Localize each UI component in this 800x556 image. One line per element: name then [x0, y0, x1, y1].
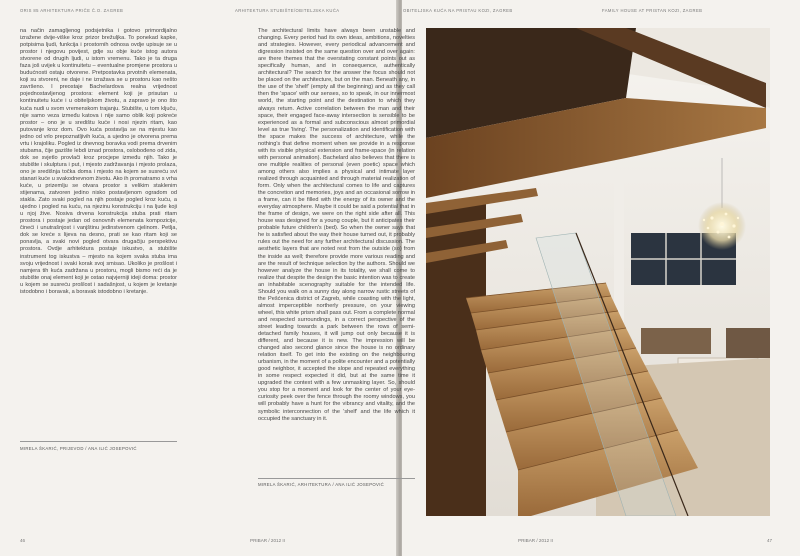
left-running-header: ORIS 85 ARHITEKTURA PRIČE Č.O. ZAGREB	[20, 8, 124, 13]
folio-label: PRIBAR / 2012 II	[518, 538, 553, 543]
folio-label: PRIBAR / 2012 II	[250, 538, 285, 543]
column-rule	[20, 441, 177, 442]
author-credit: MIRELA ŠKARIĆ, ARHITEKTURA / ANA ILIĆ JOSEPOVIĆ	[258, 482, 385, 487]
body-text-column: na način zamagljenog podsjetnika i gotovo primordijalno izražene dvije-viške kroz prizor brežuljka. To ponekad kapke, potpisima ljudi, funkcija i prostornih odnosa ovdje upisuje se u prostor i njegovu povijest, gdje su obje kuće istog autora stvorene od drugih ljudi, u istom vremenu. Tako je ta druga faza još uvijek u kontinuitetu – eventualne promjene prostora u budućnosti ostaju otvorene. Pretpostavka prvotnih elemenata, koji su stvoreni, ne daje i ne izražava se u prostoru kao nešto završeno. I preostaje Bachelardova realna vrijednost pojednostavljenog prostora: element koji je prisutan u kontinuitetu kuće i u obiteljskom životu, a zapravo je ono što kuća nudi u svom vremenskom trajanju. Stubište, u tom ključu, nije samo veza između katova i nije samo oblik koji pokreće prostor – ono je u središtu kuće i nosi njezin ritam, kao putovanje kroz dom. Ovo kuća postavlja se na mjestu kao jedno od vrlo prepoznatljivih kuća, a ujedno je otvorena prema vrtu i krajoliku. Pogled iz dnevnog boravka vodi prema drvenim stubama, čije gazište lebdi iznad prostora, oslobođeno od zida, dok se svjetlo provlači kroz procjepe između njih. Tako je stubište i skulptura i put, i mjesto zadržavanja i mjesto prolaza, ono je središnja točka doma i mjesto na kojem se susreću svi stanari kuće u svakodnevnom životu. Ako ih promatramo s vrha kuće, u prizemlju se otvara prostor s velikim staklenim stijenama, zatvoren jedino nisko postavljenom ogradom od stakla. Zato svaki pogled na njih postaje pogled kroz kuću, a ujedno i pogled na kuću, na njezinu konstrukciju i na ljude koji u njoj žive. Nosiva drvena konstrukcija stuba prati ritam prostora i postaje jedan od osnovnih elemenata kompozicije, čineći i unutrašnjost i vanjštinu jedinstvenom cjelinom. Petlja, dok se kreće s lijeva na desno, prati se kao ritam koji se ponavlja, a svaki novi pogled otvara drugačiju perspektivu prostora. Ovdje arhitektura postaje iskustvo, a stubište instrument tog iskustva – mjesto na kojem svaka stuba ima svoju vrijednost i svaki korak svoj smisao. Ukoliko je prošlost i namjera tih kuća zadržana u prostoru, mogli bismo reći da je stubište onaj element koji je ostao najvjerniji ideji doma: prostor u kojem se susreću prošlost i sadašnjost, u kojem je kretanje istodobno i boravak, a boravak istodobno i kretanje.	[20, 28, 177, 295]
right-section-header: FAMILY HOUSE AT PRISTAN KOZI, ZAGREB	[602, 8, 703, 13]
right-running-header: OBITELJSKA KUĆA NA PRISTAU KOZI, ZAGREB	[403, 8, 513, 13]
body-text-column-english: The architectural limits have always been unstable and changing. Every period had its own ideas, ambitions, novelties and strategies. However, every periodical advancement and digression insisted on the same question over and over again: are there themes that the overstating constant points out as specifically human, and in consequence, authentically architectural? The search for the answer the focus should not be placed on the architecture, but on the man. Beneath any, in the use of the 'shelf' (empty all the beginning) and as they call then the 'space' with our senses, so to speak, in our innermost world, the starting point and the destination to which they always return. Active correlation between the man and their space, their engaged face-away intersection is sensible to be experienced as a formal and subconscious almost primordial level as true 'living'. The personalization and identification with the space makes the success of architecture, while the nothing's that define moment when we provide in a response with its visible physical extension and frame-space (in relation with personal animation). Bachelard also believes that there is one multiple realities of personal (even poetic) space which among others also implies a physical and intimate layer realized through acquainted and through material realization of form. Only when the architectural comes to life and captures the concretion and memories, joys and an occasional sorrow in a frame, can it be filled with the energy of its owner and the everyday atmosphere. Maybe it could be said a potential that in the frame of design, we were on the right side after all. This house was designed for a young couple, but it anticipates their probable future children's (bed). So when the owner says that he is satisfied about the way their house turned out, it probably rules out the need for any further architectural discussion. The aesthetic layers that are noted rest from the outside (so) from the inside as well; therefore provide more various reading and are the result of technique selection by the authors. Should we however analyze the house in its totality, we shall come to realize that despite the design the basic intention was to create an inhabitable scenography suitable for the intended life. Should you walk on a sunny day along narrow rustic streets of the Pešćenica district of Zagreb, while coasting with the light, almost imperceptible northerly pressure, on your viewing wheel, this white prism shall pass out. From a complete normal and respected surroundings, in a correct perspective of the street leading towards a park between the rows of semi-detached family houses, it will jump out only because it is different, and because it is new. The impression will be changed also second glance since the house is no ordinary relation itself. To get into the existing on the neighbouring urbanism, in the moment of a polite encounter and a potentially good neighbor, it accepted the slope and repeated everything in some respect expected it did, but at the same time it upgraded the context with a few unmasking layer. So, should you stop for a moment and look for the center of your eye-curiosity peek over the fence through the roomy windows, you will probably have a hunt for the vibrancy and vitality, and the symbolic interconnection of the 'shelf' and the life which it occupied the sanctuary in it.	[258, 28, 415, 422]
interior-staircase-photo	[426, 28, 770, 516]
staircase-illustration	[426, 28, 770, 516]
column-rule	[258, 478, 415, 479]
page-number: 46	[20, 538, 26, 543]
page-number: 47	[767, 538, 773, 543]
author-credit: MIRELA ŠKARIĆ, PRIJEVOD / ANA ILIĆ JOSEPOVIĆ	[20, 446, 137, 451]
left-section-header: ARHITEKTURA STUBIŠTE/OBITELJSKA KUĆA	[235, 8, 340, 13]
